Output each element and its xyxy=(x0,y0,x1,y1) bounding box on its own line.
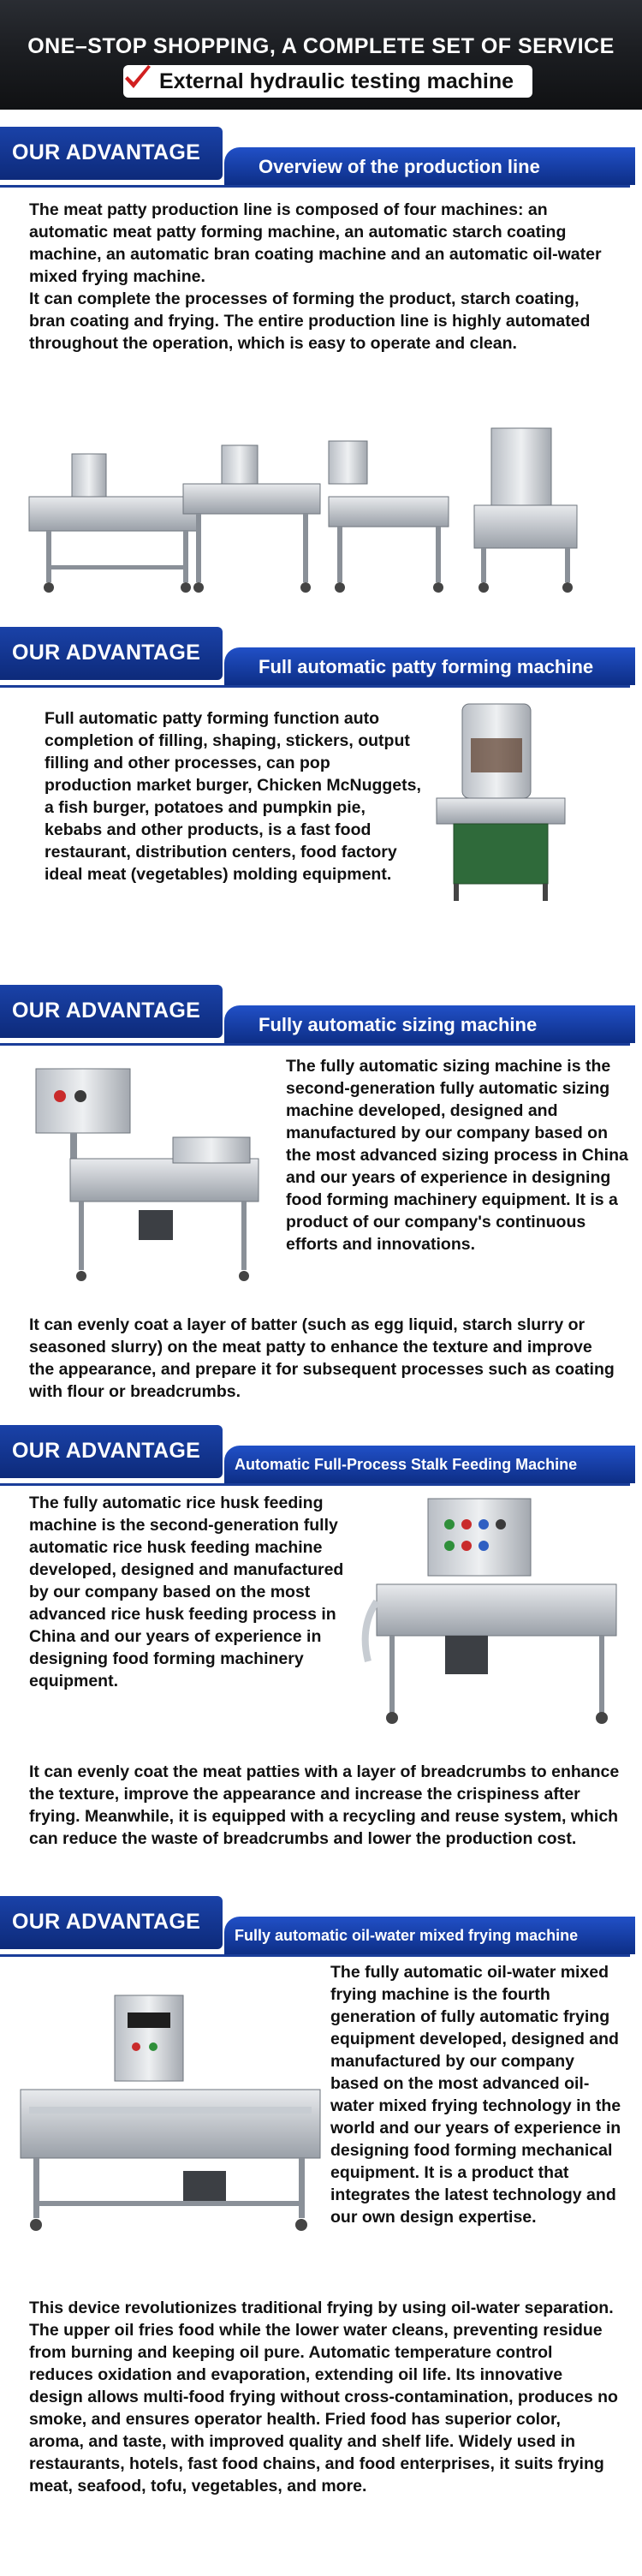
feeding-text-2: It can evenly coat the meat patties with a layer of breadcrumbs to enhance the texture, improve the appearance and increase the crispiness after frying. Meanwhile, it is equipped with a recycling and reuse system, which can reduce the waste of breadcrumbs and lower the production cost. xyxy=(29,1762,620,1848)
banner-tagline: ONE–STOP SHOPPING, A COMPLETE SET OF SERVICE xyxy=(27,34,615,58)
frying-text-2: This device revolutionizes traditional frying by using oil-water separation. The upper oil fries food while the lower water cleans, preventing residue from burning and keeping oil pure. Automatic temperature control reduces oxidation and evaporation, extending oil life. Its innovative design allows multi-food frying without cross-contamination, produces no smoke, and ensures operator health. Fried food has superior color, aroma, and taste, with improved quality and shelf life. Widely used in restaurants, hotels, fast food chains, and food enterprises, it suits frying meat, seafood, tofu, vegetables, and more. xyxy=(29,2299,618,2496)
section-header-overview xyxy=(0,127,642,195)
feeding-machine-image xyxy=(351,1490,633,1738)
sizing-text-2: It can evenly coat a layer of batter (such as egg liquid, starch slurry or seasoned slurry) on the meat patty to enhance the texture and improve the appearance, and prepare it for subsequent processes such as coating with flour or breadcrumbs. xyxy=(29,1315,615,1401)
production-line-image xyxy=(12,394,628,608)
sizing-text-1: The fully automatic sizing machine is the second-generation fully automatic sizing machine developed, designed and manufactured by our company based on the most advanced sizing process in China and our years of experience in designing food forming machinery equipment. It is a product of our company's continuous efforts and innovations. xyxy=(286,1057,628,1254)
section-header-feeding xyxy=(0,1425,642,1494)
section-title: Overview of the production line xyxy=(259,156,540,177)
advantage-badge: OUR ADVANTAGE xyxy=(12,999,201,1023)
section-title: Automatic Full-Process Stalk Feeding Machine xyxy=(235,1456,578,1473)
top-banner xyxy=(0,0,642,110)
banner-pill-text: External hydraulic testing machine xyxy=(159,69,514,93)
frying-machine-image xyxy=(12,1987,329,2244)
advantage-badge: OUR ADVANTAGE xyxy=(12,641,201,665)
check-icon xyxy=(120,62,154,96)
advantage-badge: OUR ADVANTAGE xyxy=(12,1439,201,1463)
overview-text: The meat patty production line is composed of four machines: an automatic meat patty forming machine, an automatic starch coating machine, an automatic bran coating machine and an automatic oil-water mixed frying machine. It can complete the processes of forming the product, starch coating, bran coating and frying. The entire production line is highly automated throughout the operation, which is easy to operate and clean. xyxy=(29,200,602,353)
section-header-frying xyxy=(0,1896,642,1965)
forming-machine-image xyxy=(419,695,591,909)
section-title: Full automatic patty forming machine xyxy=(259,656,594,677)
banner-pill xyxy=(123,65,532,98)
section-header-forming xyxy=(0,627,642,695)
advantage-badge: OUR ADVANTAGE xyxy=(12,140,201,164)
forming-text: Full automatic patty forming function auto completion of filling, shaping, stickers, output filling and other processes, can pop production market burger, Chicken McNuggets, a fish burger, potatoes and pumpkin pie, kebabs and other products, is a fast food restaurant, distribution centers, food factory ideal meat (vegetables) molding equipment. xyxy=(45,709,421,884)
section-title: Fully automatic oil-water mixed frying machine xyxy=(235,1927,579,1944)
section-header-sizing xyxy=(0,985,642,1053)
sizing-machine-image xyxy=(19,1060,276,1291)
frying-text-1: The fully automatic oil-water mixed frying machine is the fourth generation of fully automatic frying equipment developed, designed and manufactured by our company based on the most advanced oil-water mixed frying technology in the world and our years of experience in designing food forming mechanical equipment. It is a product that integrates the latest technology and our own design expertise. xyxy=(330,1963,621,2227)
feeding-text-1: The fully automatic rice husk feeding machine is the second-generation fully automatic rice husk feeding machine developed, designed and manufactured by our company based on the most advanced rice husk feeding process in China and our years of experience in designing food forming machinery equipment. xyxy=(29,1494,344,1690)
advantage-badge: OUR ADVANTAGE xyxy=(12,1910,201,1934)
section-title: Fully automatic sizing machine xyxy=(259,1014,538,1035)
